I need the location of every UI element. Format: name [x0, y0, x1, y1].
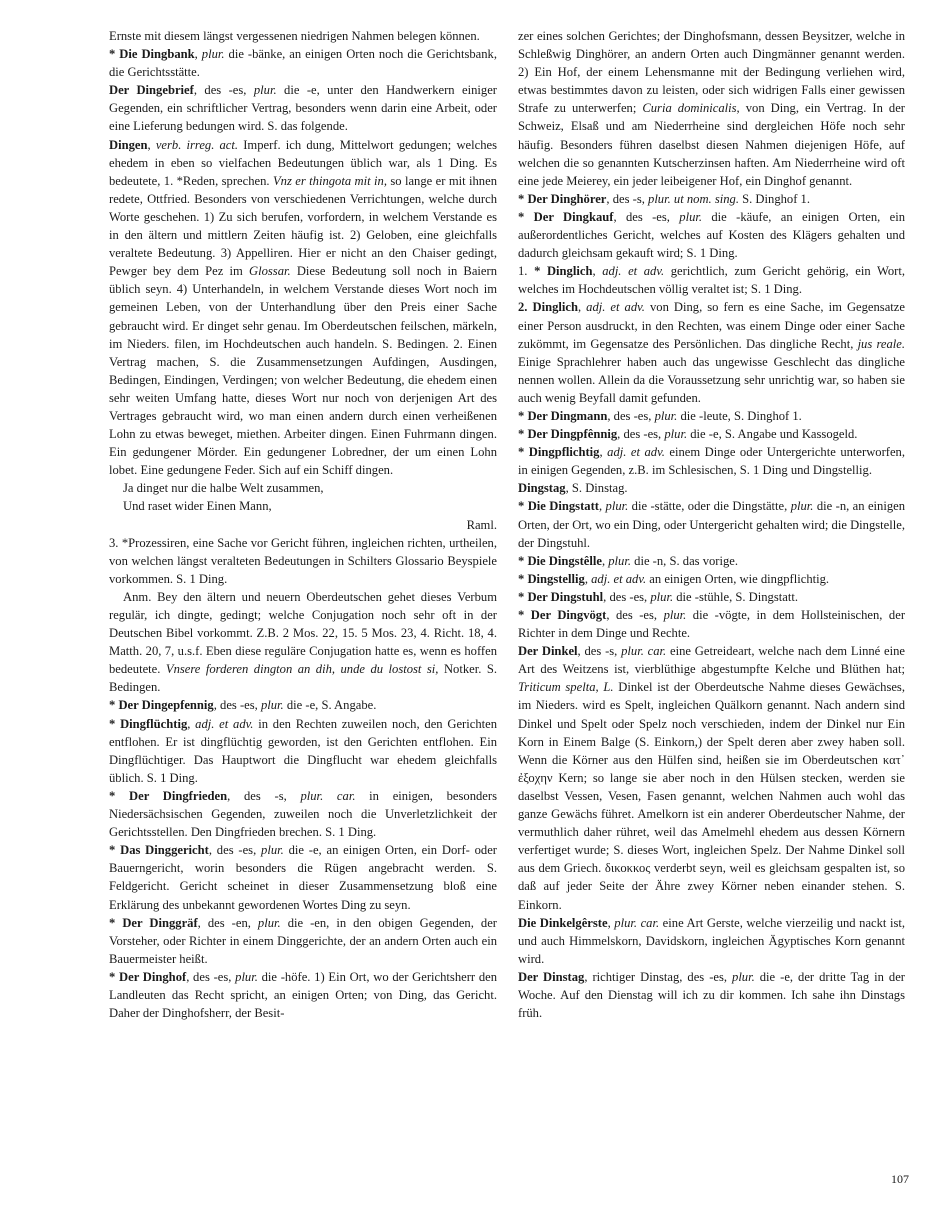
entry-text: die -höfe. 1) Ein Ort, wo der Gerichtsherr den Landleuten das Recht spricht, an einigen Orten; von Ding, das Gericht. Daher der Dinghofsherr, der Besit- — [109, 969, 498, 1021]
entry-text: , — [577, 300, 587, 315]
entry-text: , — [194, 47, 202, 62]
headword: * Der Dingkauf — [518, 209, 614, 224]
headword: 2. Dinglich — [518, 300, 578, 315]
headword: * Der Dinghof — [109, 969, 187, 984]
dictionary-entry — [518, 208, 905, 262]
dictionary-entry — [518, 27, 905, 190]
entry-text: Raml. — [466, 517, 497, 532]
headword: * Die Dingstatt — [518, 499, 599, 514]
entry-text: die -käufe, an einigen Orten, ein außerordentliches Gericht, welches auf Kosten des Klägers gehalten und dadurch gleichsam gekauft wird; S. 1 Ding. — [518, 209, 905, 261]
entry-text: die -n, an einigen Orten, der Ort, wo ein Ding, oder Untergericht gehalten wird; die Dingstelle, der Dingstuhl. — [518, 499, 906, 550]
entry-text: , — [598, 499, 606, 514]
entry-text: die -e, S. Angabe. — [283, 698, 377, 713]
italic-text: adj. et adv. — [586, 300, 645, 315]
entry-text: in einigen, besonders Niedersächsischen Gegenden, zuweilen noch die Unverletzlichkeit der Gerichtsstellen. Den Dingfrieden brechen. S. 1 Ding. — [109, 788, 497, 840]
italic-text: plur. — [253, 83, 277, 98]
dictionary-entry — [109, 534, 497, 588]
page-number: 107 — [891, 1172, 909, 1186]
dictionary-entry — [109, 45, 497, 81]
entry-text: Anm. Bey den ältern und neuern Oberdeutschen gehet dieses Verbum regulär, ich dingte, gedingt; welche Conjugation noch sehr oft in der Deutschen Bibel vorkommt. Z.B. 2 Mos. 22, 15. 5 Mos. 23, 4. Richt. 18, 4. Matth. 20, 7, u.s.f. Eben diese reguläre Conjugation hatte es, wenn es hoffen bedeutete. — [109, 589, 497, 677]
dictionary-entry — [518, 479, 905, 497]
entry-text: , des -es, — [617, 427, 665, 442]
entry-text: Einige Sprachlehrer haben auch das ungewisse Geschlecht das dingliche nennen wollen. Allein da die Voraussetzung sehr unrichtig war, so haben sie auch wenig Beyfall damit gefunden. — [518, 354, 905, 405]
headword: * Der Dingmann — [518, 408, 608, 423]
entry-text: die -e, an einigen Orten, ein Dorf- oder Bauerngericht, worin besonders die Rügen angebracht werden. S. Feldgericht. Gericht scheinet in dieser Zusammensetzung bloß eine Erklärung des unbekannt gewordenen Wortes Ding zu seyn. — [109, 843, 498, 912]
entry-text: , — [147, 137, 156, 152]
italic-text: plur. — [663, 608, 687, 622]
dictionary-entry — [109, 136, 497, 480]
entry-text: so lange er mit ihnen redete, Ottfried. Besonders von verschiedenen Verrichtungen, welche durch Worte geschehen. 1) Zu sich berufen, vorfordern, in welchem Verstande es in den ältern und mittlern Zeiten häufig ist. 2) Geloben, eine gleichfalls veraltete Bedeutung. 3) Appelliren. Hier er nicht an den Chaiser gedingt, Pewger bey dem Pez im — [109, 173, 497, 279]
italic-text: plur. ut nom. sing. — [648, 191, 739, 206]
italic-text: Curia dominicalis, — [642, 101, 740, 116]
dictionary-entry — [109, 968, 497, 1022]
entry-text: eine Getreideart, welche nach dem Linné eine Art des Weitzens ist, vierblüthige abgestumpfte Kelche und Blüthen hat; — [518, 644, 906, 677]
entry-text: , des -es, — [213, 698, 261, 713]
headword: Dingstag — [518, 481, 566, 496]
italic-text: plur. — [261, 843, 284, 858]
entry-text: die -stätte, oder die Dingstätte, — [628, 499, 791, 514]
italic-text: plur. — [654, 408, 678, 423]
headword: Dingen — [109, 137, 148, 152]
italic-text: plur. — [235, 969, 258, 984]
entry-text: an einigen Orten, wie dingpflichtig. — [646, 571, 830, 586]
dictionary-entry — [109, 81, 497, 135]
entry-text: Und raset wider Einen Mann, — [123, 499, 272, 514]
headword: * Der Dingfrieden — [109, 788, 228, 803]
entry-text: die -stühle, S. Dingstatt. — [673, 589, 798, 604]
dictionary-entry — [518, 642, 905, 913]
entry-text: , des -es, — [603, 589, 651, 604]
entry-text: 3. *Prozessiren, eine Sache vor Gericht führen, ingleichen richten, urtheilen, von welchen längst veralteten Bedeutungen in Schilters Glossario Beyspiele vorkommen. S. 1 Ding. — [109, 535, 497, 586]
dictionary-entry — [518, 262, 905, 298]
right-column — [518, 27, 905, 1022]
entry-text: einem Dinge oder Untergerichte unterworfen, in einigen Gegenden, z.B. im Schlesischen, S. 1 Ding und Dingstellig. — [518, 445, 906, 478]
entry-text: , — [601, 553, 609, 568]
italic-text: plur. — [790, 499, 814, 514]
entry-text: S. Dinghof 1. — [738, 191, 811, 206]
entry-text: von Ding, so fern es eine Sache, im Gegensatze einer Person ausdruckt, in den Rechten, was einem Dinge oder einer Sache zukömmt, im Gegensatze des Persönlichen. Das dingliche Recht, — [518, 300, 905, 351]
italic-text: plur. car. — [621, 644, 667, 659]
dictionary-entry — [518, 552, 905, 570]
dictionary-entry — [109, 696, 497, 714]
verse-line — [123, 479, 497, 497]
entry-text: die -en, in den obigen Gegenden, der Vorsteher, oder Richter in einem Dinggerichte, der an andern Orten auch ein Bauermeister heißt. — [109, 915, 497, 966]
headword: Der Dingebrief — [109, 83, 194, 98]
headword: * Dingstellig — [518, 571, 585, 586]
headword: * Dinglich — [534, 264, 593, 279]
entry-text: in den Rechten zuweilen noch, den Gerichten entflohen. Er ist dingflüchtig geworden, ist den Gerichten entflohen. Ein Dingflüchtiger. Das Hauptwort die Dingflucht war ehedem gleichfalls üblich. S. 1 Ding. — [109, 716, 498, 785]
entry-text: die -n, S. das vorige. — [631, 553, 739, 568]
italic-text: plur. — [732, 969, 755, 984]
entry-text: , richtiger Dinstag, des -es, — [584, 969, 733, 984]
italic-text: plur. — [201, 47, 225, 62]
entry-text: , — [599, 445, 608, 460]
dictionary-entry — [518, 425, 905, 443]
italic-text: verb. irreg. act. — [155, 137, 239, 152]
dictionary-entry — [518, 407, 905, 425]
italic-text: Triticum spelta, L. — [518, 680, 614, 695]
dictionary-entry — [109, 787, 497, 841]
italic-text: plur. — [605, 499, 629, 514]
verse-line — [123, 497, 497, 515]
quote-attribution — [109, 516, 497, 534]
italic-text: adj. et adv. — [602, 264, 665, 279]
entry-text: eine Art Gerste, welche vierzeilig und nackt ist, und auch Himmelskorn, Davidskorn, ingleichen Ägyptisches Korn genannt wird. — [518, 915, 906, 966]
entry-text: , des -es, — [193, 83, 254, 98]
headword: * Die Dingstêlle — [518, 553, 602, 568]
italic-text: Vnsere forderen dington an dih, unde du lostost si, — [165, 662, 439, 677]
entry-text: zer eines solchen Gerichtes; der Dinghofsmann, dessen Beysitzer, welche in Schleßwig Dinghörer, an andern Orten auch Dingmänner genannt werden. 2) Ein Hof, der einem Lehensmanne mit der Bedingung verliehen wird, etwas bestimmtes davon zu leisten, oder sich widrigen Falls einer gewissen Strafe zu unterwerfen; — [518, 29, 905, 116]
dictionary-entry — [518, 497, 905, 551]
dictionary-entry — [518, 570, 905, 588]
left-column — [109, 27, 497, 1022]
headword: Der Dinkel — [518, 644, 578, 659]
entry-text: , des -es, — [186, 969, 236, 984]
headword: * Das Dinggericht — [109, 843, 209, 858]
entry-text: Ernste mit diesem längst vergessenen niedrigen Nahmen belegen können. — [109, 29, 480, 43]
italic-text: jus reale. — [857, 336, 906, 351]
dictionary-entry — [109, 841, 497, 913]
dictionary-entry — [518, 190, 905, 208]
entry-text: Imperf. ich dung, Mittelwort gedungen; welches ehedem in eben so vielfachen Bedeutungen üblich war, als 1 Ding. Es bedeutete, 1. *Reden, sprechen. — [109, 137, 498, 188]
entry-text: , des -es, — [606, 608, 664, 622]
headword: * Der Dingpfênnig — [518, 427, 618, 442]
dictionary-entry — [109, 27, 497, 45]
italic-text: Glossar. — [249, 264, 291, 279]
headword: * Der Dinghörer — [518, 191, 607, 206]
italic-text: plur. — [650, 589, 674, 604]
italic-text: plur. — [257, 915, 281, 930]
headword: * Die Dingbank — [109, 47, 195, 62]
entry-text: die -e, der dritte Tag in der Woche. Auf den Dienstag will ich zu dir kommen. Ich sahe ihn Dinstags früh. — [518, 969, 905, 1021]
dictionary-entry — [518, 298, 905, 407]
italic-text: plur. — [664, 427, 688, 442]
entry-text: , — [607, 915, 615, 930]
italic-text: adj. et adv. — [195, 716, 254, 731]
dictionary-entry — [518, 606, 905, 642]
entry-text: , des -es, — [613, 209, 680, 224]
entry-text: Notker. S. Bedingen. — [109, 662, 497, 695]
italic-text: adj. et adv. — [607, 445, 665, 460]
entry-text: die -e, unter den Handwerkern einiger Gegenden, ein schriftlicher Vertrag, besonders wenn darin eine Arbeit, oder eine Lieferung bedungen wird. S. das folgende. — [109, 83, 497, 134]
italic-text: plur. — [608, 553, 631, 568]
entry-text: , des -s, — [577, 644, 622, 659]
dictionary-entry — [518, 914, 905, 968]
italic-text: plur. car. — [614, 915, 660, 930]
dictionary-entry — [109, 588, 497, 697]
entry-text: die -vögte, in dem Hollsteinischen, der Richter in dem Dinge und Rechte. — [518, 608, 906, 641]
entry-text: , des -es, — [607, 408, 655, 423]
headword: * Der Dinggräf — [109, 915, 198, 930]
headword: * Der Dingvögt — [518, 608, 607, 622]
italic-text: adj. et adv. — [591, 571, 647, 586]
entry-text: , — [584, 571, 592, 586]
headword: * Der Dingepfennig — [109, 698, 214, 713]
headword: Die Dinkelgêrste — [518, 915, 608, 930]
entry-text: , des -es, — [208, 843, 262, 858]
entry-text: die -bänke, an einigen Orten noch die Gerichtsbank, die Gerichtsstätte. — [109, 47, 498, 80]
entry-text: , des -en, — [197, 915, 258, 930]
entry-text: , des -s, — [227, 788, 301, 803]
entry-text: Ja dinget nur die halbe Welt zusammen, — [123, 481, 324, 496]
italic-text: plur. — [679, 209, 703, 224]
italic-text: plur. car. — [300, 788, 356, 803]
entry-text: , — [592, 264, 603, 279]
headword: * Dingpflichtig — [518, 445, 600, 460]
entry-text: , des -s, — [606, 191, 649, 206]
entry-text: Dinkel ist der Oberdeutsche Nahme dieses Gewächses, im Nieders. wird es Spelt, ingleichen Quälkorn genannt. Nach andern sind Dinkel und Spelt oder Spelz noch verschieden, indem der Dinkel nur Ein Korn in Einem Balge (S. Einkorn,) der Spelt deren aber zwey haben soll. Wenn die Körner aus den Hülfen sind, heißen sie im Oberdeutschen κατ᾽ ἐξοχην Kern; so lange sie aber noch in den Hülsen stecken, werden sie daselbst Vessen, Vesen, Fasen genannt, welchen Nahmen auch wohl das ganze Gewächs führet. Amelkorn ist ein anderer Oberdeutscher Nahme, der vermuthlich daher rühret, weil das Amelmehl ehedem aus dessen Körnern verfertiget wurde; S. dieses Wort, ingleichen Spelz. Der Nahme Dinkel soll aus dem Griech. δικοκκος verderbt seyn, weil es gleichsam gespalten ist, so daß auf jeder Seite der Ähre zwey Körner neben einander stehen. S. Einkorn. — [518, 680, 905, 912]
dictionary-entry — [109, 914, 497, 968]
italic-text: plur. — [260, 698, 284, 713]
entry-text: von Ding, ein Vertrag. In der Schweiz, Elsaß und am Niederrheine sind dergleichen Höfe noch sehr häufig. Besonders führen daselbst diesen Nahmen diejenigen Höfe, auf welchen die so genannten Kutscherzinsen haften. Am Niederrheine wird oft eine jede Meierey, ein jeder leibeigener Hof, ein Dinghof genannt. — [518, 101, 905, 188]
entry-text: gerichtlich, zum Gericht gehörig, ein Wort, welches im Hochdeutschen völlig veraltet ist; S. 1 Ding. — [518, 264, 906, 297]
headword: * Dingflüchtig — [109, 716, 188, 731]
italic-text: Vnz er thingota mit in, — [272, 173, 387, 188]
entry-text: Diese Bedeutung soll noch in Baiern üblich seyn. 4) Unterhandeln, in welchem Verstande dieses Wort noch im gemeinen Leben, von der Unterhandlung über den Preis einer Sache gebraucht wird. Er dinget sehr genau. Im Oberdeutschen feilschen, märkeln, im Nieders. filen, im Hochdeutschen auch handeln. S. Bedingen. 2. Einen Vertrag machen, S. die Zusammensetzungen Aufdingen, Ausdingen, Bedingen, Eindingen, Verdingen; von welcher Bedeutung, die ehedem einen sehr weiten Umfang hatte, dieses Wort nur noch von derjenigen Art des Vertrages gebraucht wird, wo man einen andern durch einen verheißenen Lohn zu etwas beweget, miethen. Arbeiter dingen. Einen Fuhrmann dingen. Ein gedungener Mörder. Ein gedungener Lobredner, der um einen Lohn lobet. Eine gedungene Feder. Sich auf ein Schiff dingen. — [109, 264, 497, 478]
entry-text: die -e, S. Angabe und Kassogeld. — [687, 427, 858, 442]
entry-text: , — [187, 716, 196, 731]
dictionary-entry — [518, 968, 905, 1022]
dictionary-entry — [518, 588, 905, 606]
entry-text: die -leute, S. Dinghof 1. — [677, 408, 802, 423]
headword: * Der Dingstuhl — [518, 589, 604, 604]
headword: Der Dinstag — [518, 969, 585, 984]
entry-text: , S. Dinstag. — [565, 481, 628, 496]
dictionary-entry — [518, 443, 905, 479]
dictionary-entry — [109, 715, 497, 787]
entry-text: 1. — [518, 264, 535, 279]
